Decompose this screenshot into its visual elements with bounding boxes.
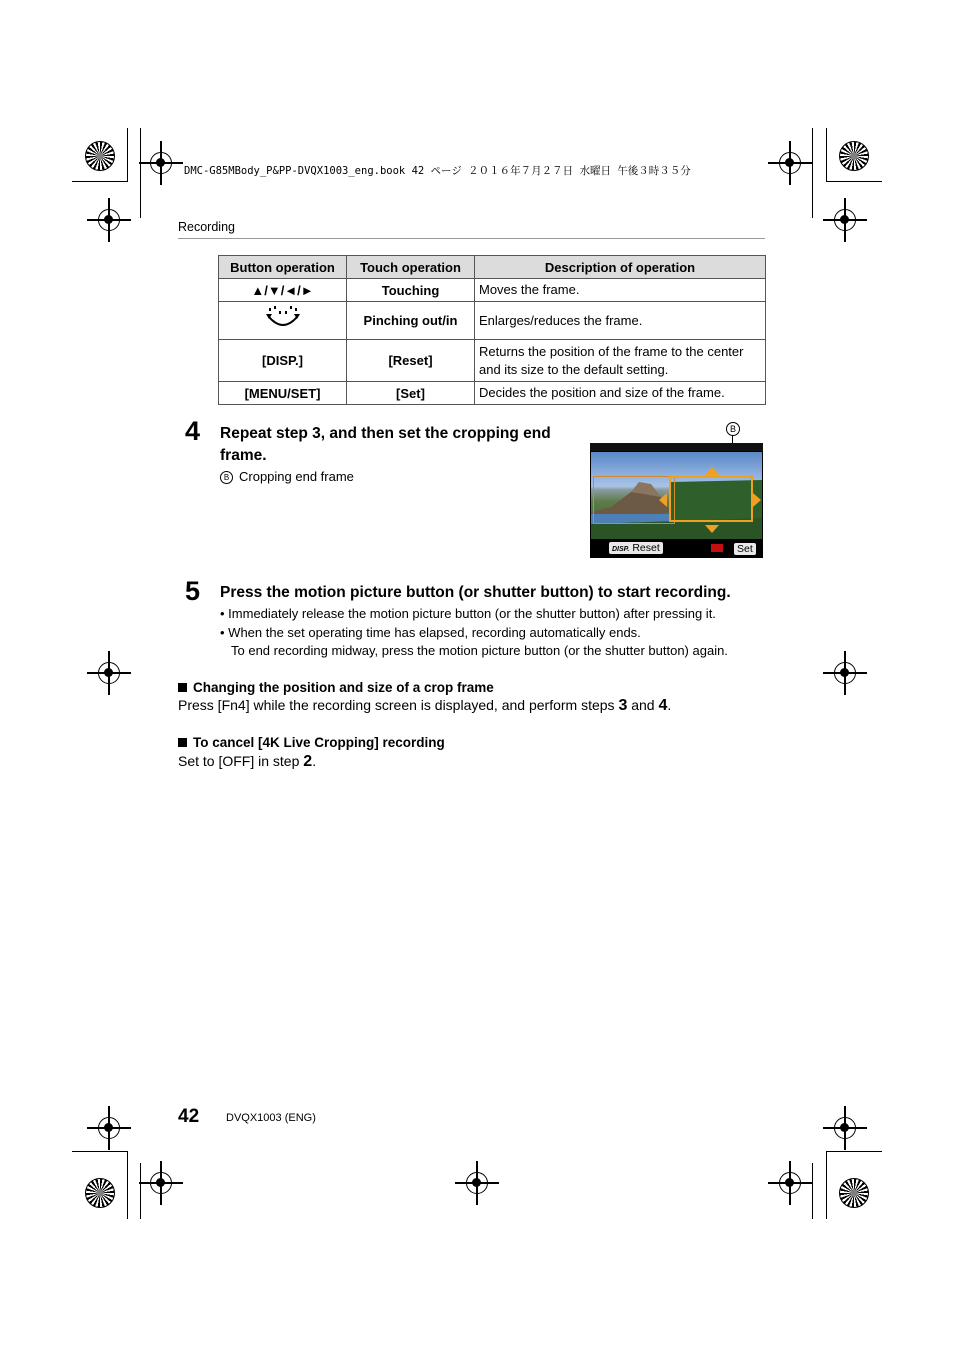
operations-table xyxy=(218,255,766,405)
section-divider xyxy=(178,238,765,239)
callout-letter: B xyxy=(726,422,740,436)
arrow-left-icon[interactable] xyxy=(659,493,667,507)
description-cell: Returns the position of the frame to the center and its size to the default setting. xyxy=(475,340,766,382)
reset-button[interactable]: DISP. Reset xyxy=(609,542,663,554)
touch-operation-cell: Pinching out/in xyxy=(347,302,475,340)
subsection-heading: To cancel [4K Live Cropping] recording xyxy=(178,735,445,750)
set-button[interactable]: Set xyxy=(734,543,756,555)
arrow-up-icon[interactable] xyxy=(705,467,719,475)
cropping-end-frame[interactable] xyxy=(669,476,753,522)
step-title: Repeat step 3, and then set the cropping end frame. xyxy=(220,425,551,464)
section-label: Recording xyxy=(178,220,235,234)
registration-mark-icon xyxy=(834,662,856,684)
button-operation-cell: [MENU/SET] xyxy=(219,382,347,405)
list-item: • When the set operating time has elapsed, recording automatically ends. xyxy=(220,625,641,640)
step-number: 5 xyxy=(185,576,201,606)
callout-note xyxy=(220,469,354,484)
subsection-heading: Changing the position and size of a crop frame xyxy=(178,680,494,695)
page-number: 42 xyxy=(178,1106,200,1127)
list-item: • Immediately release the motion picture button (or the shutter button) after pressing it. xyxy=(220,606,716,621)
list-item-continued: To end recording midway, press the motion picture button (or the shutter button) again. xyxy=(231,643,728,658)
registration-mark-icon xyxy=(98,1117,120,1139)
column-header: Description of operation xyxy=(475,256,766,279)
subsection-body: Press [Fn4] while the recording screen is displayed, and perform steps 3 and 4. xyxy=(178,697,672,714)
square-bullet-icon xyxy=(178,738,187,747)
star-target-icon xyxy=(85,141,115,171)
callout-letter: B xyxy=(220,471,233,484)
table-row xyxy=(219,279,766,302)
description-cell: Enlarges/reduces the frame. xyxy=(475,302,766,340)
step-title: Press the motion picture button (or shutter button) to start recording. xyxy=(220,584,731,601)
description-cell: Decides the position and size of the frame. xyxy=(475,382,766,405)
star-target-icon xyxy=(839,141,869,171)
star-target-icon xyxy=(85,1178,115,1208)
pinch-icon xyxy=(263,305,303,333)
step-number: 4 xyxy=(185,416,201,446)
touch-operation-cell: Touching xyxy=(347,279,475,302)
button-operation-cell: ▲/▼/◄/► xyxy=(219,279,347,302)
callout-text: Cropping end frame xyxy=(239,469,354,484)
print-header: DMC-G85MBody_P&PP-DVQX1003_eng.book 42 ページ ２０１６年７月２７日 水曜日 午後３時３５分 xyxy=(184,165,691,177)
arrow-right-icon[interactable] xyxy=(753,493,761,507)
arrow-down-icon[interactable] xyxy=(705,525,719,533)
table-row xyxy=(219,302,766,340)
touch-operation-cell: [Reset] xyxy=(347,340,475,382)
table-row xyxy=(219,382,766,405)
table-row xyxy=(219,340,766,382)
registration-mark-icon xyxy=(98,209,120,231)
column-header: Button operation xyxy=(219,256,347,279)
registration-mark-icon xyxy=(779,152,801,174)
description-cell: Moves the frame. xyxy=(475,279,766,302)
star-target-icon xyxy=(839,1178,869,1208)
button-operation-cell: [DISP.] xyxy=(219,340,347,382)
registration-mark-icon xyxy=(150,1172,172,1194)
square-bullet-icon xyxy=(178,683,187,692)
registration-mark-icon xyxy=(466,1172,488,1194)
table-header-row xyxy=(219,256,766,279)
touch-operation-cell: [Set] xyxy=(347,382,475,405)
button-operation-cell xyxy=(219,302,347,340)
registration-mark-icon xyxy=(150,152,172,174)
model-code: DVQX1003 (ENG) xyxy=(226,1112,316,1124)
camera-screen-illustration xyxy=(590,443,763,558)
subsection-body: Set to [OFF] in step 2. xyxy=(178,753,317,770)
registration-mark-icon xyxy=(98,662,120,684)
registration-mark-icon xyxy=(834,1117,856,1139)
column-header: Touch operation xyxy=(347,256,475,279)
registration-mark-icon xyxy=(834,209,856,231)
registration-mark-icon xyxy=(779,1172,801,1194)
record-icon xyxy=(711,544,723,552)
disp-label: DISP. xyxy=(612,546,630,553)
